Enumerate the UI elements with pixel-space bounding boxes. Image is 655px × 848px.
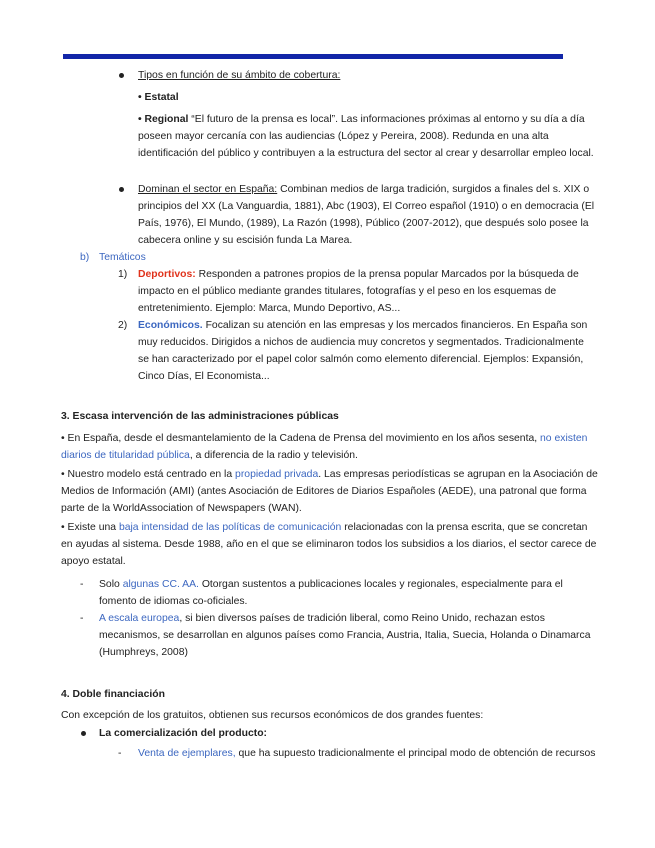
coverage-heading: Tipos en función de su ámbito de cobertura: xyxy=(138,70,341,81)
p2-text-b: . Las empresas periodísticas se agrupan en la Asociación de Medios de Información (AMI) (antes Asociación de Editores de Diarios Españoles (AEDE), una patronal que forma parte de la WorldAssociation of Newspapers (WAN). xyxy=(61,469,598,514)
dominan-paragraph xyxy=(138,181,600,249)
regional-paragraph xyxy=(138,111,598,162)
section4-title: 4. Doble financiación xyxy=(61,689,165,700)
deportivos-paragraph xyxy=(138,266,596,317)
item-number: 2) xyxy=(118,320,128,331)
p2-text-a: • Nuestro modelo está centrado en la xyxy=(61,469,233,480)
dash1-text-b: Otorgan sustentos a publicaciones locales y regionales, especialmente para el fomento de idiomas co-oficiales. xyxy=(99,579,563,607)
regional-text: “El futuro de la prensa es local”. Las informaciones próximas al entorno y su día a día poseen mayor cercanía con las audiencias (López y Pereira, 2008). Redunda en una alta identificación del público y contribuyen a la estructura del sector al crear y desarrollar empleo local. xyxy=(138,114,594,159)
bullet-dot xyxy=(119,187,124,192)
regional-label: • Regional xyxy=(138,114,189,125)
bullet-dot xyxy=(119,73,124,78)
dash2-text: , si bien diversos países de tradición liberal, como Reino Unido, rechazan estos mecanismos, se desarrollan en algunos países como Francia, Austria, Italia, Suecia, Holanda o Dinamarca (Humphreys, 2008) xyxy=(99,613,591,658)
dash1-text-a: Solo xyxy=(99,579,120,590)
deportivos-text: Responden a patrones propios de la prensa popular Marcados por la búsqueda de impacto en el público mediante grandes titulares, fotografías y el peso en los esquemas de entretenimiento. Ejemplo: Marca, Mundo Deportivo, AS... xyxy=(138,269,579,314)
dash-marker: - xyxy=(80,613,84,624)
bullet-dot xyxy=(81,731,86,736)
dominan-label: Dominan el sector en España: xyxy=(138,184,278,195)
venta-link[interactable]: Venta de ejemplares, xyxy=(138,748,236,759)
p3-text-b: relacionadas con la prensa escrita, que se concretan en ayudas al sistema. Desde 1988, año en el que se eliminaron todos los subsidios a los diarios, el sector carece de apoyo estatal. xyxy=(61,522,597,567)
section3-dash2 xyxy=(99,610,599,661)
section3-title: 3. Escasa intervención de las administraciones públicas xyxy=(61,411,339,422)
deportivos-label: Deportivos: xyxy=(138,269,196,280)
p1-link[interactable]: no existen diarios de titularidad pública xyxy=(61,433,588,461)
item-number: 1) xyxy=(118,269,128,280)
p1-text-b: , a diferencia de la radio y televisión. xyxy=(189,450,358,461)
economicos-label: Económicos. xyxy=(138,320,203,331)
dash1-link[interactable]: algunas CC. AA. xyxy=(122,579,199,590)
p3-text-a: • Existe una xyxy=(61,522,117,533)
section3-p2 xyxy=(61,466,601,517)
comercializacion-label: La comercialización del producto: xyxy=(99,728,268,739)
section4-intro: Con excepción de los gratuitos, obtienen sus recursos económicos de dos grandes fuentes: xyxy=(61,710,484,721)
economicos-text: Focalizan su atención en las empresas y los mercados financieros. En España son muy reducidos. Dirigidos a nichos de audiencia muy concretos y segmentados. Tradicionalmente se han caracterizado por el papel color salmón como elemento diferencial. Ejemplos: Expansión, Cinco Días, El Economista... xyxy=(138,320,588,382)
dominan-text: Combinan medios de larga tradición, surgidos a finales del s. XIX o principios del XX (La Vanguardia, 1881), Abc (1903), El Correo español (1910) o en democracia (El País, 1976), El Mundo, (1989), La Razón (1998), Público (2007-2012), que después solo posee la cabecera online y su escisión funda La Marea. xyxy=(138,184,595,246)
dash-marker: - xyxy=(118,748,122,759)
estatal-label: • Estatal xyxy=(138,92,179,103)
section3-dash1 xyxy=(99,576,589,610)
header-rule xyxy=(63,54,563,59)
p1-text-a: • En España, desde el desmantelamiento de la Cadena de Prensa del movimiento en los años sesenta, xyxy=(61,433,538,444)
section3-p1 xyxy=(61,430,601,464)
p3-link[interactable]: baja intensidad de las políticas de comunicación xyxy=(118,522,342,533)
economicos-paragraph xyxy=(138,317,596,385)
section3-p3 xyxy=(61,519,601,570)
p2-link[interactable]: propiedad privada xyxy=(235,469,319,480)
dash-marker: - xyxy=(80,579,84,590)
tematicos-label: Temáticos xyxy=(99,252,146,263)
tematicos-marker: b) xyxy=(80,252,90,263)
venta-text: que ha supuesto tradicionalmente el principal modo de obtención de recursos xyxy=(238,748,596,759)
venta-paragraph xyxy=(138,745,598,762)
dash2-link[interactable]: A escala europea xyxy=(99,613,180,624)
